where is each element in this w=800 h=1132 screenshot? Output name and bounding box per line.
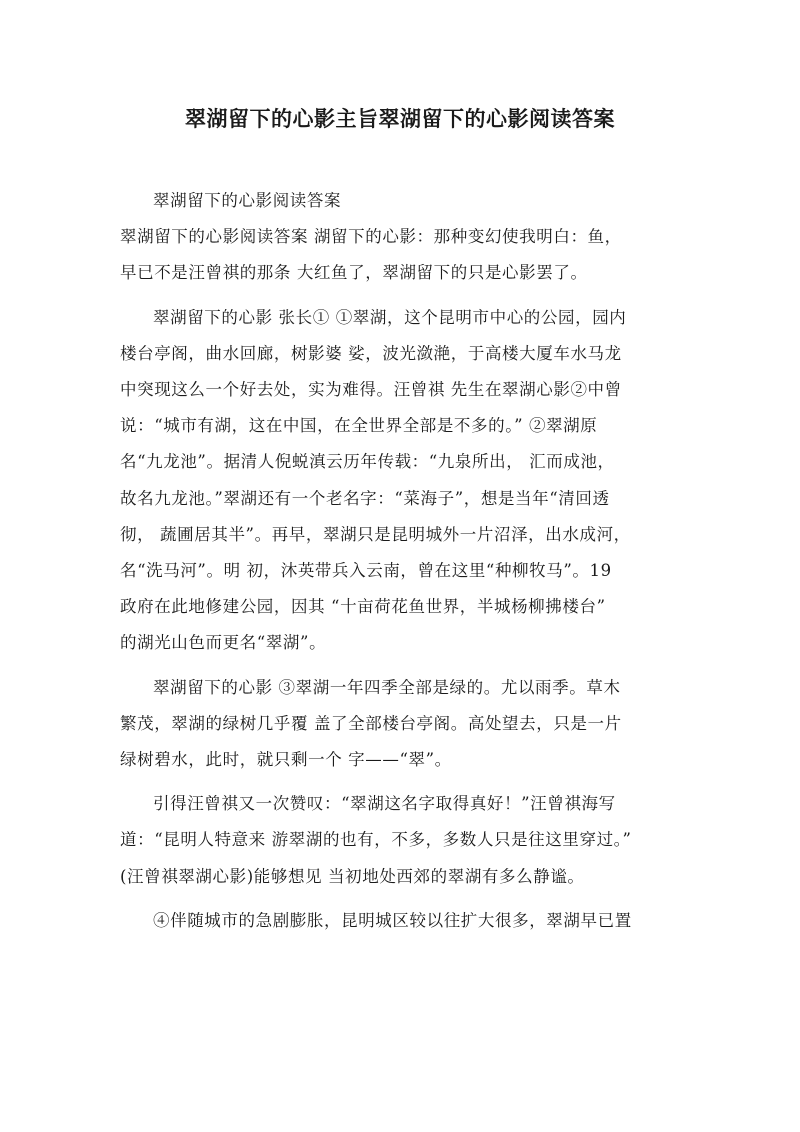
document-body	[120, 183, 680, 939]
text-line: 说：“城市有湖，这在中国，在全世界全部是不多的。” ②翠湖原	[120, 416, 598, 436]
paragraph-expansion	[120, 903, 680, 939]
text-line: 翠湖留下的心影 张长① ①翠湖，这个昆明市中心的公园，园内	[153, 307, 627, 327]
text-line: 彻， 蔬圃居其半”。再早，翠湖只是昆明城外一片沼泽，出水成河，	[120, 524, 631, 544]
text-line: ④伴随城市的急剧膨胀，昆明城区较以往扩大很多，翠湖早已置	[153, 910, 632, 930]
text-line: 绿树碧水，此时，就只剩一个 字——“翠”。	[120, 750, 452, 770]
paragraph-green	[120, 670, 680, 779]
document-title: 翠湖留下的心影主旨翠湖留下的心影阅读答案	[185, 106, 615, 131]
paragraph-subtitle	[120, 183, 680, 219]
text-line: 楼台亭阁，曲水回廊，树影婆 娑，波光潋滟，于高楼大厦车水马龙	[120, 343, 622, 363]
text-line: 翠湖留下的心影 ③翠湖一年四季全部是绿的。尤以雨季。草木	[153, 677, 621, 697]
text-line: 繁茂，翠湖的绿树几乎覆 盖了全部楼台亭阁。高处望去，只是一片	[120, 713, 622, 733]
text-line: 的湖光山色而更名“翠湖”。	[120, 633, 327, 653]
text-line: 早已不是汪曾祺的那条 大红鱼了，翠湖留下的只是心影罢了。	[120, 263, 588, 283]
paragraph-history	[120, 300, 680, 662]
text-line: 名“洗马河”。明 初，沐英带兵入云南，曾在这里“种柳牧马”。19	[120, 561, 612, 581]
text-line: 中突现这么一个好去处，实为难得。汪曾祺 先生在翠湖心影②中曾	[120, 380, 622, 400]
text-line: 道：“昆明人特意来 游翠湖的也有，不多，多数人只是往这里穿过。”	[120, 830, 632, 850]
text-line: 翠湖留下的心影阅读答案	[153, 191, 342, 210]
text-line: 故名九龙池。”翠湖还有一个老名字：“菜海子”，想是当年“清回透	[120, 488, 610, 508]
text-line: 引得汪曾祺又一次赞叹：“翠湖这名字取得真好！”汪曾祺海写	[153, 794, 616, 814]
paragraph-intro	[120, 219, 680, 291]
text-line: 名“九龙池”。据清人倪蜕滇云历年传载：“九泉所出， 汇而成池，	[120, 452, 615, 472]
paragraph-praise	[120, 786, 680, 895]
text-line: (汪曾祺翠湖心影)能够想见 当初地处西郊的翠湖有多么静谧。	[120, 866, 585, 886]
text-line: 翠湖留下的心影阅读答案 湖留下的心影：那种变幻使我明白：鱼，	[120, 227, 622, 247]
text-line: 政府在此地修建公园，因其 “十亩荷花鱼世界，半城杨柳拂楼台”	[120, 597, 606, 617]
